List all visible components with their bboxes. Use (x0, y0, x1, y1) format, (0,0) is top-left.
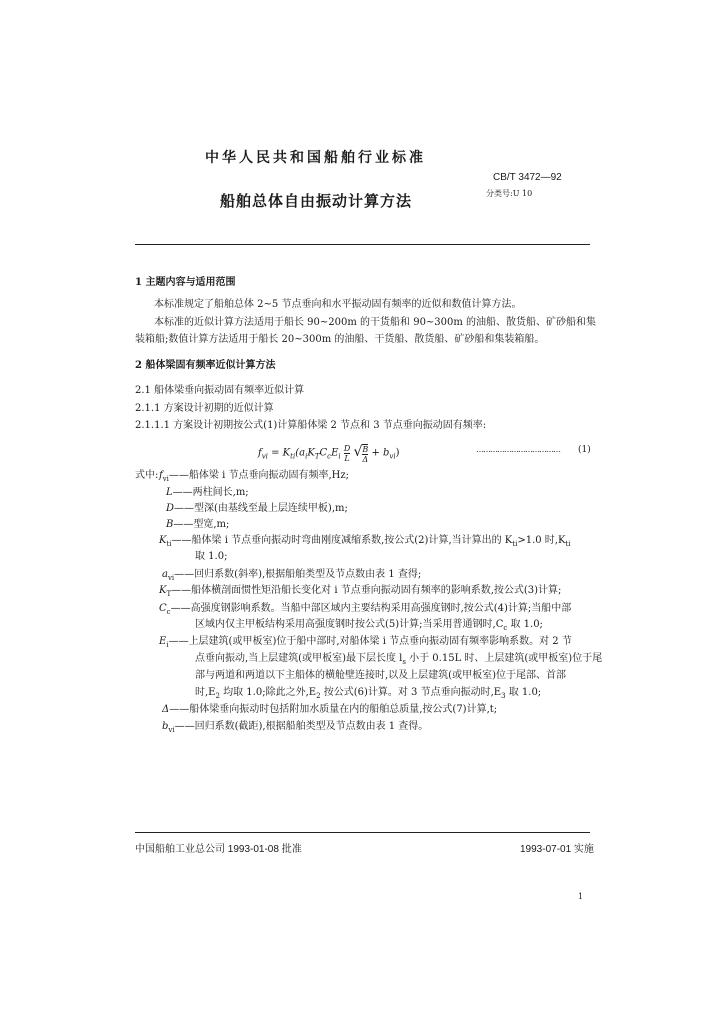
definition-d: D——型深(由基线至最上层连续甲板),m; (166, 503, 348, 514)
header-divider (135, 244, 590, 245)
definition-bvi: $b_{vi}——$回归系数(截距),根据船舶类型及节点数由表 1 查得。 (162, 721, 429, 734)
formula-fraction-denominator: L (344, 453, 350, 463)
standard-number: CB/T 3472—92 (493, 172, 562, 183)
section-1-line-1: 本标准规定了船舶总体 2~5 节点垂向和水平振动固有频率的近似和数值计算方法。 (154, 299, 522, 310)
formula-tail: + b (371, 447, 390, 459)
definition-ei-cont-2: 部与两道和两道以下主船体的横舱壁连接时,以及上层建筑(或甲板室)位于尾部、首部 (195, 670, 566, 681)
formula-fraction (344, 444, 350, 463)
definition-fvi: $f_{vi}——$船体梁 i 节点垂向振动固有频率,Hz; (159, 470, 349, 483)
section-2-1-1: 2.1.1 方案设计初期的近似计算 (135, 403, 274, 414)
formula-body-e: E (331, 447, 339, 459)
formula-close-paren: ) (395, 447, 400, 459)
formula-body-a: (a (295, 447, 306, 459)
formula-1 (258, 440, 400, 464)
definition-ei: $E_i——$上层建筑(或甲板室)位于船中部时,对船体梁 i 节点垂向振动固有频率影响系数。对 2 节 (159, 636, 572, 649)
formula-fraction-numerator: D (343, 443, 351, 453)
formula-k-sub: ti (290, 452, 296, 461)
org-title: 中华人民共和国船舶行业标准 (205, 150, 426, 166)
definition-cc: $C_c——$高强度钢影响系数。当船中部区域内主要结构采用高强度钢时,按公式(4)计算;当船中部 (159, 603, 572, 616)
definitions-intro: 式中: (135, 470, 159, 481)
definition-l: L——两柱间长,m; (166, 487, 249, 498)
formula-sqrt-denominator: Δ (362, 454, 369, 464)
page-number: 1 (578, 892, 584, 901)
definition-kt: $K_T——$船体横剖面惯性矩沿船长变化对 i 节点垂向振动固有频率的影响系数,按公式(3)计算; (159, 585, 562, 598)
classification-number: 分类号:U 10 (486, 189, 533, 198)
formula-sqrt-numerator: B (362, 444, 369, 454)
footer-divider (135, 832, 590, 833)
formula-lhs: f (258, 447, 262, 459)
formula-equation-number: (1) (578, 445, 591, 455)
formula-lhs-sub: vi (261, 452, 268, 461)
formula-body-k-sub: T (314, 452, 320, 461)
definition-kti-cont: 取 1.0; (195, 551, 228, 562)
definition-b: B——型宽,m; (166, 519, 230, 530)
formula-body-a-sub: i (305, 452, 308, 461)
section-1-heading: 1 主题内容与适用范围 (135, 277, 236, 288)
definition-kti: $K_{ti}——$船体梁 i 节点垂向振动时弯曲刚度减缩系数,按公式(2)计算,当计算出的 $K_{ti}>1.0$ 时$,K_{ti}$ (159, 535, 571, 548)
implementation-date: 1993-07-01 实施 (520, 844, 594, 855)
section-1-line-2: 本标准的近似计算方法适用于船长 90~200m 的干货船和 90~300m 的油船、散货船、矿砂船和集 (154, 317, 597, 328)
formula-leader-dots: ……………………………… (476, 445, 560, 454)
section-2-1-1-1: 2.1.1.1 方案设计初期按公式(1)计算船体梁 2 节点和 3 节点垂向振动固有频率: (135, 420, 487, 431)
formula-k: K (282, 447, 291, 459)
approval-line: 中国船舶工业总公司 1993-01-08 批准 (135, 844, 302, 855)
formula-body-e-sub: i (338, 452, 341, 461)
section-2-heading: 2 船体梁固有频率近似计算方法 (135, 360, 276, 371)
formula-body-k: K (307, 447, 315, 459)
definition-ei-cont-3: 时$,E_2$ 均取 1.0;除此之外$,E_2$ 按公式(6)计算。对 3 节点垂向振动时$,E_3$ 取 1.0; (195, 687, 542, 700)
formula-tail-sub: vi (389, 452, 396, 461)
definition-delta: Δ——船体梁垂向振动时包括附加水质量在内的船舶总质量,按公式(7)计算,t; (162, 704, 498, 715)
formula-body-c-sub: c (327, 452, 332, 461)
definition-ei-cont-1: 点垂向振动,当上层建筑(或甲板室)最下层长度 $l_s$ 小于 0.15L 时、上层建筑(或甲板室)位于尾 (195, 653, 603, 666)
document-title: 船舶总体自由振动计算方法 (220, 192, 413, 210)
section-2-1: 2.1 船体梁垂向振动固有频率近似计算 (135, 385, 305, 396)
formula-equals: = (271, 447, 280, 459)
definition-avi: $a_{vi}——$回归系数(斜率),根据船舶类型及节点数由表 1 查得; (162, 569, 422, 582)
formula-body-c: C (319, 447, 328, 459)
definition-cc-cont: 区域内仅主甲板结构采用高强度钢时按公式(5)计算;当采用普通钢时$,C_c$ 取 1.0; (195, 619, 543, 632)
section-1-line-3: 装箱船;数值计算方法适用于船长 20~300m 的油船、干货船、散货船、矿砂船和集装箱船。 (135, 334, 545, 345)
formula-sqrt: √ $\frac{B}{\Delta}$ (353, 444, 369, 464)
